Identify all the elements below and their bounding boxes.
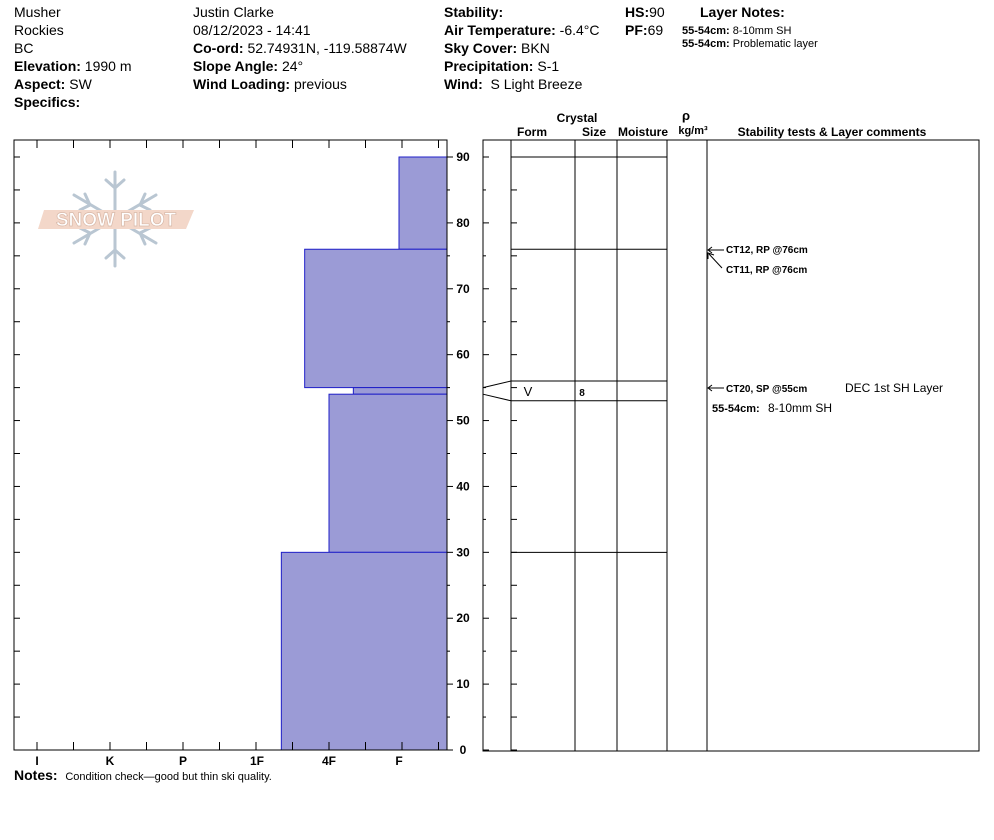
datetime: 08/12/2023 - 14:41 [193, 22, 311, 38]
form-header: Form [517, 125, 547, 139]
height-tick-label: 40 [456, 479, 470, 494]
layer-connector-line [483, 381, 511, 388]
stability-test-label: CT12, RP @76cm [726, 245, 808, 256]
pf-label: PF: [625, 22, 648, 38]
height-tick-label: 50 [456, 413, 470, 428]
air-temp-label: Air Temperature: [444, 22, 556, 38]
hardness-tick-label: P [178, 754, 188, 768]
slope-label: Slope Angle: [193, 58, 279, 74]
stability-tests [708, 245, 943, 415]
hardness-tick-label: F [395, 754, 403, 768]
author-name: Justin Clarke [193, 4, 274, 20]
crystal-header: Crystal [556, 111, 598, 125]
province-name: BC [14, 40, 34, 56]
elevation-label: Elevation: [14, 58, 81, 74]
height-tick-label: 70 [456, 281, 470, 296]
stability-label: Stability: [444, 4, 504, 20]
observer-name: Musher [14, 4, 61, 20]
snowpilot-logo [38, 172, 194, 266]
height-tick-label: 0 [459, 743, 467, 757]
wind-label: Wind: [444, 76, 483, 92]
notes-text: Condition check—good but thin ski quality. [65, 771, 272, 783]
layer-note-range: 55-54cm: [682, 25, 730, 37]
precip-value: S-1 [537, 58, 560, 74]
stability-tests-header: Stability tests & Layer comments [737, 125, 927, 139]
crystal-form-symbol: V [523, 384, 533, 399]
hardness-tick-label: 4F [321, 754, 337, 768]
range-name: Rockies [14, 22, 64, 38]
hardness-layer-bar [281, 552, 447, 750]
hardness-tick-label: I [35, 754, 39, 768]
hs-value: 90 [649, 4, 665, 20]
height-tick-label: 60 [456, 347, 470, 362]
sky-value: BKN [521, 40, 550, 56]
pf-value: 69 [647, 22, 664, 38]
hardness-tick-label: K [105, 754, 115, 768]
slope-value: 24° [281, 58, 304, 74]
hardness-layers [281, 157, 447, 750]
wind-value: S Light Breeze [490, 76, 583, 92]
height-tick-label: 30 [456, 545, 470, 560]
layer-comment-range: 55-54cm: [712, 403, 760, 415]
aspect-value: SW [69, 76, 92, 92]
wind-loading-label: Wind Loading: [193, 76, 291, 92]
height-tick-label: 80 [456, 215, 470, 230]
specifics-label: Specifics: [14, 94, 81, 110]
hardness-layer-bar [353, 388, 447, 395]
left-side-ticks [14, 157, 20, 750]
logo-text: SNOW PILOT [55, 210, 177, 231]
wind-loading-value: previous [293, 76, 347, 92]
hardness-tick-label: 1F [249, 754, 265, 768]
layer-table-ticks [483, 157, 517, 750]
hardness-layer-bar [399, 157, 447, 249]
height-tick-label: 90 [456, 150, 470, 164]
density-symbol: ρ [681, 108, 691, 123]
hardness-layer-bar [329, 394, 447, 552]
aspect-label: Aspect: [14, 76, 66, 92]
layer-note-range: 55-54cm: [682, 38, 730, 50]
size-header: Size [581, 125, 607, 139]
density-unit: kg/m³ [678, 125, 708, 137]
layer-table-frame [483, 140, 979, 751]
layer-note-text: Problematic layer [732, 38, 818, 50]
stability-test-comment: DEC 1st SH Layer [845, 381, 944, 395]
stability-test-label: CT20, SP @55cm [726, 384, 808, 395]
hs-label: HS: [625, 4, 650, 20]
layer-table-columns [511, 140, 707, 751]
precip-label: Precipitation: [444, 58, 534, 74]
hardness-layer-bar [305, 249, 447, 387]
stability-test-label: CT11, RP @76cm [726, 265, 808, 276]
height-tick-label: 20 [456, 611, 470, 626]
coord-value: 52.74931N, -119.58874W [247, 40, 407, 56]
height-axis [447, 150, 470, 757]
height-tick-label: 10 [456, 677, 470, 692]
test-leader-lines [708, 247, 724, 391]
moisture-header: Moisture [617, 125, 669, 139]
layer-notes-title: Layer Notes: [700, 4, 785, 20]
notes-label: Notes: [14, 767, 58, 783]
layer-note-text: 8-10mm SH [732, 25, 792, 37]
elevation-value: 1990 m [84, 58, 132, 74]
crystal-size: 8 [579, 388, 585, 399]
sky-label: Sky Cover: [444, 40, 518, 56]
coord-label: Co-ord: [193, 40, 244, 56]
layer-connector-line [483, 394, 511, 401]
air-temp-value: -6.4°C [559, 22, 600, 38]
layer-comment-text: 8-10mm SH [768, 401, 833, 415]
